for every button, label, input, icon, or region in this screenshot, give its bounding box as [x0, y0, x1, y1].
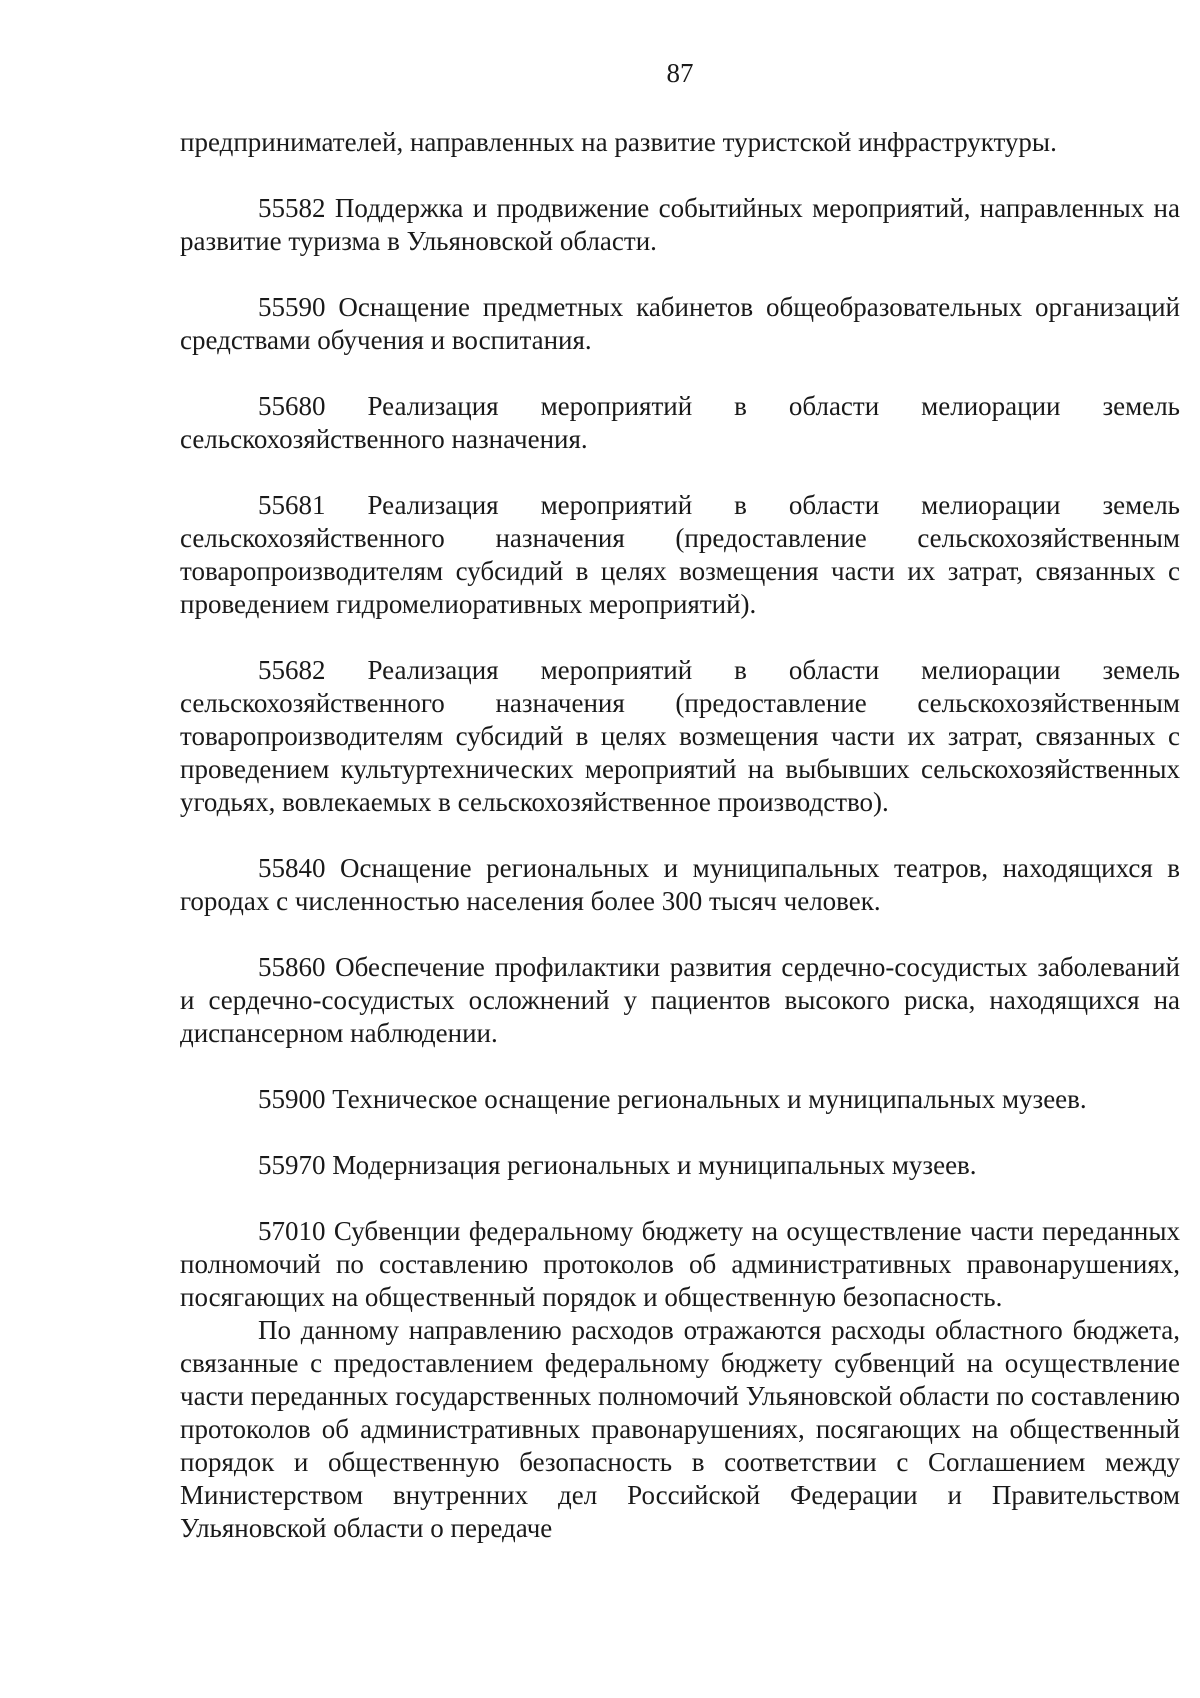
paragraph-55900: 55900 Техническое оснащение региональных и муниципальных музеев.	[258, 1084, 1087, 1114]
paragraph-continuation: предпринимателей, направленных на развитие туристской инфраструктуры.	[180, 127, 1057, 157]
paragraph-55680: 55680 Реализация мероприятий в области мелиорации земель сельскохозяйственного назначения.	[180, 391, 1180, 454]
paragraph-55682: 55682 Реализация мероприятий в области мелиорации земель сельскохозяйственного назначения (предоставление сельскохозяйственным товаропроизводителям субсидий в целях возмещения части их затрат, связанных с проведением культуртехнических мероприятий на выбывших сельскохозяйственных угодьях, вовлекаемых в сельскохозяйственное производство).	[180, 655, 1180, 817]
paragraph-55860: 55860 Обеспечение профилактики развития сердечно-сосудистых заболеваний и сердечно-сосудистых осложнений у пациентов высокого риска, находящихся на диспансерном наблюдении.	[180, 952, 1180, 1048]
page-number: 87	[666, 58, 694, 88]
document-body	[180, 126, 1180, 1545]
paragraph-55590: 55590 Оснащение предметных кабинетов общеобразовательных организаций средствами обучения и воспитания.	[180, 292, 1180, 355]
paragraph-55681: 55681 Реализация мероприятий в области мелиорации земель сельскохозяйственного назначения (предоставление сельскохозяйственным товаропроизводителям субсидий в целях возмещения части их затрат, связанных с проведением гидромелиоративных мероприятий).	[180, 490, 1180, 619]
paragraph-55970: 55970 Модернизация региональных и муниципальных музеев.	[258, 1150, 977, 1180]
paragraph-57010-description: По данному направлению расходов отражаются расходы областного бюджета, связанные с предоставлением федеральному бюджету субвенций на осуществление части переданных государственных полномочий Ульяновской области по составлению протоколов об административных правонарушениях, посягающих на общественный порядок и общественную безопасность в соответствии с Соглашением между Министерством внутренних дел Российской Федерации и Правительством Ульяновской области о передаче	[180, 1315, 1180, 1543]
paragraph-57010: 57010 Субвенции федеральному бюджету на осуществление части переданных полномочий по составлению протоколов об административных правонарушениях, посягающих на общественный порядок и общественную безопасность.	[180, 1216, 1180, 1312]
paragraph-55582: 55582 Поддержка и продвижение событийных мероприятий, направленных на развитие туризма в Ульяновской области.	[180, 193, 1180, 256]
paragraph-55840: 55840 Оснащение региональных и муниципальных театров, находящихся в городах с численностью населения более 300 тысяч человек.	[180, 853, 1180, 916]
